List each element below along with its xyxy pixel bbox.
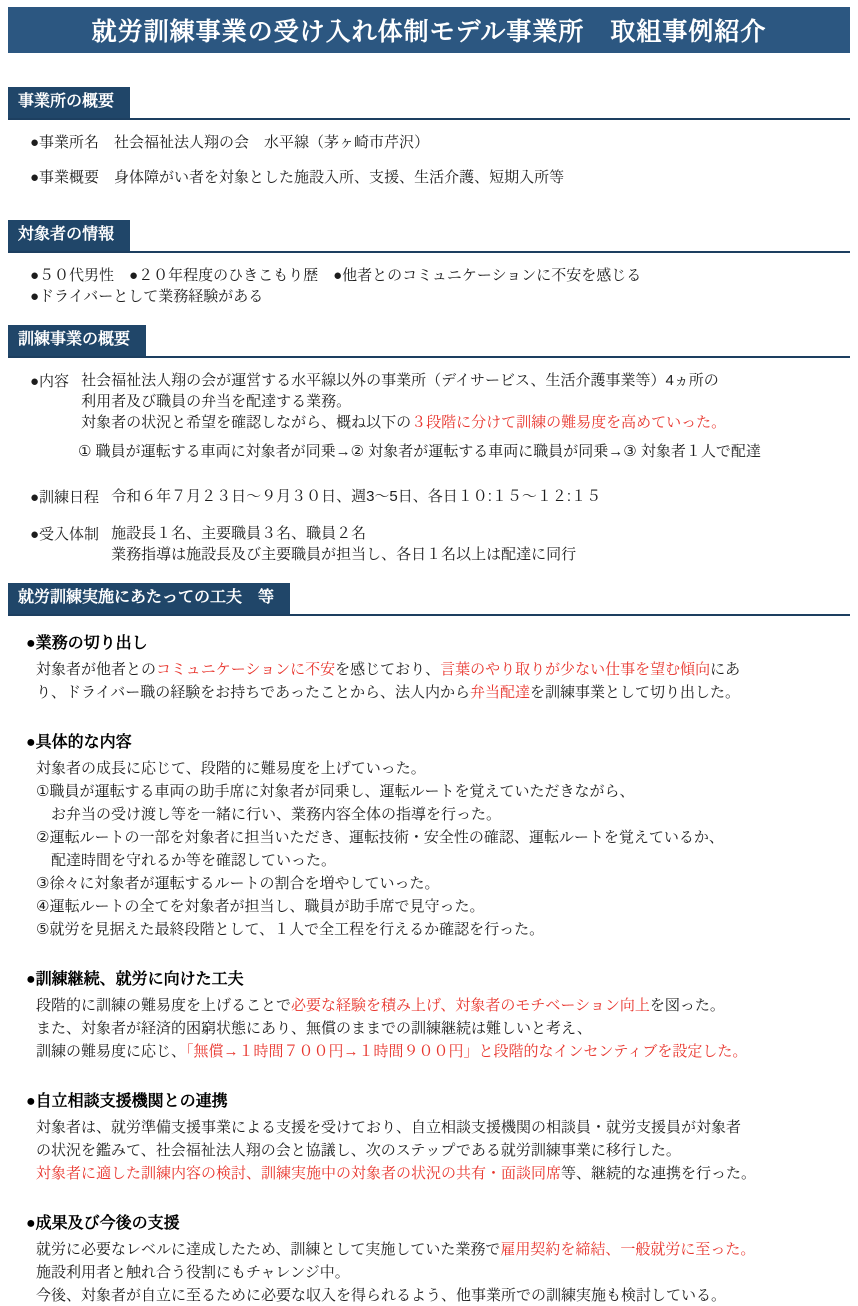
- text-segment: また、対象者が経済的困窮状態にあり、無償のままでの訓練継続は難しいと考え、: [36, 1020, 592, 1037]
- text-line: [36, 1286, 850, 1306]
- text-line: [36, 1263, 850, 1283]
- text-segment: 対象者の状況と希望を確認しながら、概ね以下の: [81, 414, 412, 431]
- text-line: [36, 1240, 850, 1260]
- section-heading-training: 訓練事業の概要: [8, 325, 146, 356]
- text-segment: 社会福祉法人翔の会が運営する水平線以外の事業所（デイサービス、生活介護事業等）4ヵ所の: [81, 372, 719, 389]
- text-line: [36, 660, 850, 680]
- section-heading-office: 事業所の概要: [8, 87, 130, 118]
- section-heading-rule: [8, 220, 850, 253]
- text-line: [36, 1042, 850, 1062]
- text-segment: ②運転ルートの一部を対象者に担当いただき、運転技術・安全性の確認、運転ルートを覚えているか、: [36, 829, 724, 846]
- text-line: [36, 1141, 850, 1161]
- text-segment: お弁当の受け渡し等を一緒に行い、業務内容全体の指導を行った。: [36, 806, 502, 823]
- text-segment: を図った。: [649, 997, 725, 1014]
- text-segment: 等、継続的な連携を行った。: [561, 1165, 757, 1182]
- subsection-title: ●自立相談支援機関との連携: [26, 1093, 228, 1110]
- text-line: [36, 683, 850, 703]
- item-body-ukeire: [111, 523, 850, 565]
- text-line: [30, 167, 850, 188]
- text-line: [36, 1164, 850, 1184]
- text-segment: にあ: [710, 661, 741, 678]
- text-line: [36, 920, 850, 940]
- item-label-ukeire: ●受入体制: [30, 526, 100, 543]
- subsection-body: [26, 996, 850, 1062]
- section-office-overview: [8, 87, 850, 212]
- subsection-concrete-content: [26, 729, 850, 940]
- text-line: [36, 1019, 850, 1039]
- item-body-nittei: [111, 486, 850, 507]
- section-heading-rule: [8, 583, 850, 616]
- training-schedule-item: [30, 486, 850, 507]
- document-title-bar: [8, 7, 850, 53]
- text-segment: を訓練事業として切り出した。: [529, 684, 740, 701]
- text-segment: 利用者及び職員の弁当を配達する業務。: [81, 393, 352, 410]
- text-line: [36, 996, 850, 1016]
- section-body-office: [8, 120, 850, 212]
- subsection-body: [26, 1240, 850, 1306]
- text-segment: 業務指導は施設長及び主要職員が担当し、各日１名以上は配達に同行: [111, 546, 577, 563]
- text-segment: 令和６年７月２３日～９月３０日、週3～5日、各日１０:１５～１２:１５: [111, 488, 602, 505]
- text-segment: ①職員が運転する車両の助手席に対象者が同乗し、運転ルートを覚えていただきながら、: [36, 783, 635, 800]
- section-heading-target: 対象者の情報: [8, 220, 130, 251]
- section-target-info: [8, 220, 850, 317]
- text-segment: ③徐々に対象者が運転するルートの割合を増やしていった。: [36, 875, 440, 892]
- text-segment: ④運転ルートの全てを対象者が担当し、職員が助手席で見守った。: [36, 898, 485, 915]
- highlighted-text-segment: 対象者に適した訓練内容の検討、訓練実施中の対象者の状況の共有・面談同席: [36, 1165, 562, 1182]
- text-line: [30, 286, 850, 307]
- section-body-target: [8, 253, 850, 317]
- subsection-title: ●業務の切り出し: [26, 635, 148, 652]
- text-segment: 配達時間を守れるか等を確認していった。: [36, 852, 337, 869]
- subsection-continuation-devices: [26, 966, 850, 1062]
- page-title: 就労訓練事業の受け入れ体制モデル事業所 取組事例紹介: [91, 18, 767, 46]
- highlighted-text-segment: 雇用契約を締結、一般就労に至った。: [500, 1241, 756, 1258]
- training-staffing-item: [30, 523, 850, 565]
- text-line: [111, 544, 850, 565]
- text-line: [78, 441, 850, 462]
- subsection-title: ●訓練継続、就労に向けた工夫: [26, 971, 244, 988]
- text-line: [30, 132, 850, 153]
- text-line: [36, 782, 850, 802]
- highlighted-text-segment: ３段階に分けて訓練の難易度を高めていった。: [411, 414, 727, 431]
- training-steps-line: [78, 441, 850, 462]
- text-segment: 施設長１名、主要職員３名、職員２名: [111, 525, 367, 542]
- text-segment: ●５０代男性 ●２０年程度のひきこもり歴 ●他者とのコミュニケーションに不安を感じる: [30, 267, 642, 284]
- text-line: [36, 805, 850, 825]
- subsection-body: [26, 759, 850, 940]
- subsection-body: [26, 1118, 850, 1184]
- section-heading-rule: [8, 87, 850, 120]
- text-line: [81, 370, 850, 391]
- highlighted-text-segment: 弁当配達: [469, 684, 530, 701]
- section-body-training: [8, 358, 850, 575]
- section-training-overview: [8, 325, 850, 575]
- text-segment: り、ドライバー職の経験をお持ちであったことから、法人内から: [36, 684, 470, 701]
- subsection-body: [26, 660, 850, 703]
- text-line: [36, 759, 850, 779]
- section-heading-rule: [8, 325, 850, 358]
- item-body-naiyo: [81, 370, 850, 433]
- subsection-title: ●成果及び今後の支援: [26, 1215, 180, 1232]
- text-segment: ●ドライバーとして業務経験がある: [30, 288, 264, 305]
- text-segment: 就労に必要なレベルに達成したため、訓練として実施していた業務で: [36, 1241, 501, 1258]
- text-segment: 施設利用者と触れ合う役割にもチャレンジ中。: [36, 1264, 350, 1281]
- section-heading-kufu: 就労訓練実施にあたっての工夫 等: [8, 583, 290, 614]
- text-line: [111, 523, 850, 544]
- subsection-support-org-collab: [26, 1088, 850, 1184]
- section-kufu: [8, 583, 850, 1306]
- text-line: [36, 851, 850, 871]
- text-line: [36, 1118, 850, 1138]
- text-line: [81, 391, 850, 412]
- text-line: [111, 486, 850, 507]
- text-segment: ① 職員が運転する車両に対象者が同乗→② 対象者が運転する車両に職員が同乗→③ 対象者１人で配達: [78, 443, 761, 460]
- text-segment: の状況を鑑みて、社会福祉法人翔の会と協議し、次のステップである就労訓練事業に移行した。: [36, 1142, 681, 1159]
- highlighted-text-segment: 必要な経験を積み上げ、対象者のモチベーション向上: [291, 997, 650, 1014]
- text-segment: 対象者は、就労準備支援事業による支援を受けており、自立相談支援機関の相談員・就労支援員が対象者: [36, 1119, 742, 1136]
- subsection-results-future-support: [26, 1210, 850, 1306]
- item-label-naiyo: ●内容: [30, 373, 70, 390]
- subsection-title: ●具体的な内容: [26, 734, 132, 751]
- text-line: [81, 412, 850, 433]
- text-segment: 訓練の難易度に応じ、: [36, 1043, 187, 1060]
- subsection-work-carveout: [26, 630, 850, 703]
- highlighted-text-segment: コミュニケーションに不安: [156, 661, 336, 678]
- item-label-nittei: ●訓練日程: [30, 489, 100, 506]
- highlighted-text-segment: 言葉のやり取りが少ない仕事を望む傾向: [440, 661, 711, 678]
- text-line: [36, 828, 850, 848]
- highlighted-text-segment: 「無償→１時間７００円→１時間９００円」と段階的なインセンティブを設定した。: [186, 1043, 748, 1060]
- text-segment: を感じており、: [335, 661, 441, 678]
- text-segment: 段階的に訓練の難易度を上げることで: [36, 997, 292, 1014]
- training-content-item: [30, 370, 850, 433]
- section-body-kufu: [8, 630, 850, 1306]
- text-segment: ⑤就労を見据えた最終段階として、１人で全工程を行えるか確認を行った。: [36, 921, 545, 938]
- text-line: [36, 874, 850, 894]
- text-segment: 対象者が他者との: [36, 661, 157, 678]
- text-segment: ●事業概要 身体障がい者を対象とした施設入所、支援、生活介護、短期入所等: [30, 169, 565, 186]
- text-segment: 今後、対象者が自立に至るために必要な収入を得られるよう、他事業所での訓練実施も検討している。: [36, 1287, 727, 1304]
- text-segment: 対象者の成長に応じて、段階的に難易度を上げていった。: [36, 760, 426, 777]
- text-line: [36, 897, 850, 917]
- text-segment: ●事業所名 社会福祉法人翔の会 水平線（茅ヶ崎市芹沢）: [30, 134, 430, 151]
- text-line: [30, 265, 850, 286]
